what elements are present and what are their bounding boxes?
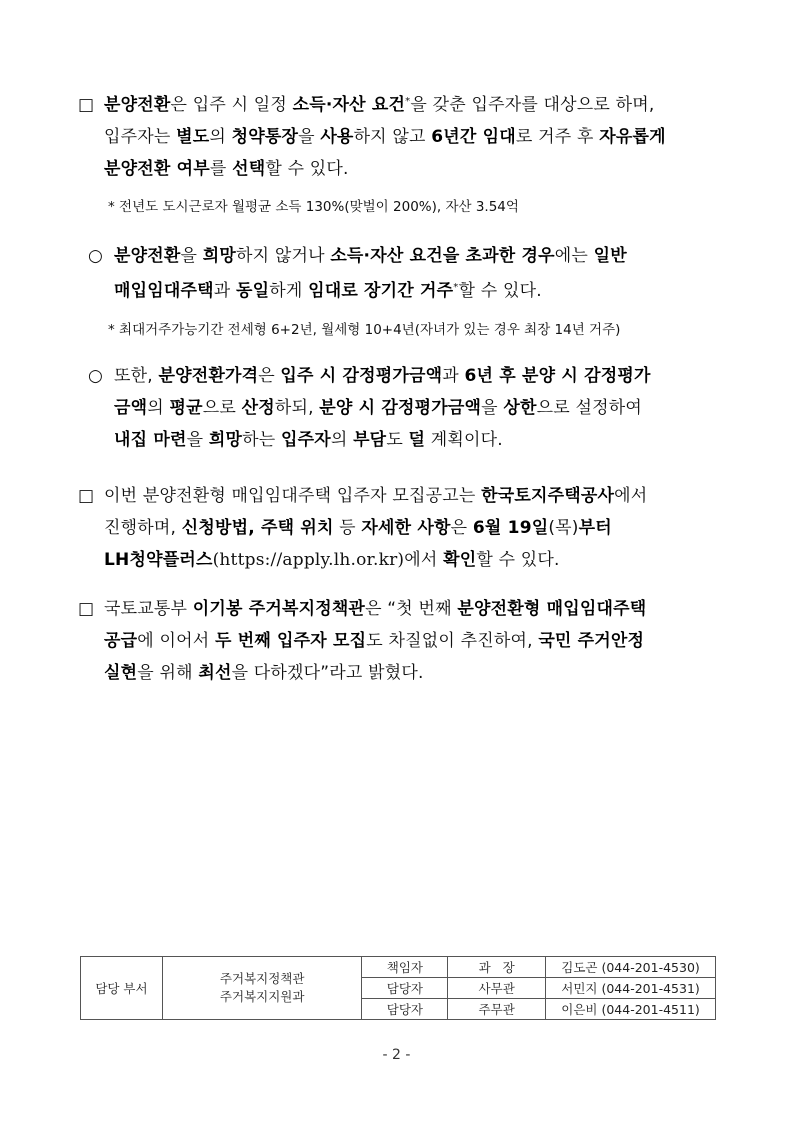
emphasis-text: 확인 — [443, 550, 477, 570]
text-run: 할 수 있다. — [265, 159, 349, 179]
text-run: (https://apply.lh.or.kr) — [212, 550, 405, 570]
text-run: 의 — [147, 398, 170, 418]
text-run: 할 수 있다. — [458, 281, 542, 301]
footnote-income-criteria: * 전년도 도시근로자 월평균 소득 130%(맞벌이 200%), 자산 3.54억 — [108, 199, 519, 215]
text-run: 으로 설정하여 — [536, 398, 642, 418]
emphasis-text: 입주 시 감정평가금액 — [280, 366, 443, 386]
emphasis-text: 국민 주거안정 — [538, 631, 645, 651]
square-bullet-icon: □ — [78, 95, 95, 115]
emphasis-text: 분양전환형 매입임대주택 — [457, 599, 647, 619]
text-run: 을 갖춘 입주자를 대상으로 하며, — [410, 95, 655, 115]
text-run: (목) — [548, 518, 579, 538]
emphasis-text: 신청방법, 주택 위치 — [181, 518, 334, 538]
person-cell: 김도곤 (044-201-4530) — [546, 957, 716, 978]
text-run: 하되, — [274, 398, 320, 418]
emphasis-text: 실현 — [104, 663, 138, 683]
emphasis-text: 분양전환 — [104, 95, 171, 115]
emphasis-text: 내집 마련 — [114, 430, 187, 450]
emphasis-text: 공급 — [104, 631, 138, 651]
emphasis-text: 사용 — [320, 127, 354, 147]
emphasis-text: 6년 후 분양 시 감정평가 — [464, 366, 651, 386]
circle-bullet-icon: ○ — [88, 246, 104, 266]
text-run: 에 이어서 — [137, 631, 215, 651]
person-cell: 이은비 (044-201-4511) — [546, 999, 716, 1020]
text-run: 도 — [386, 430, 409, 450]
text-run: 또한, — [114, 366, 159, 386]
emphasis-text: 부터 — [578, 518, 612, 538]
emphasis-text: 분양전환 — [114, 246, 181, 266]
square-bullet-icon: □ — [78, 486, 95, 506]
page-number: - 2 - — [382, 1047, 411, 1063]
paragraph-no-conversion — [88, 240, 720, 307]
emphasis-text: 소득·자산 요건을 초과한 경우 — [330, 246, 555, 266]
p2-line-1 — [114, 246, 627, 266]
person-cell: 서민지 (044-201-4531) — [546, 978, 716, 999]
paragraph-rent-to-own-intro — [78, 86, 718, 185]
text-run: 에서 — [404, 550, 444, 570]
role-cell: 담당자 — [362, 999, 448, 1020]
p5-line-3 — [78, 657, 718, 689]
emphasis-text: 부담 — [353, 430, 387, 450]
circle-bullet-icon: ○ — [88, 366, 104, 386]
p1-line-2 — [78, 121, 718, 153]
p3-line-2 — [88, 392, 720, 424]
dept-label-cell: 담당 부서 — [81, 957, 163, 1020]
role-cell: 책임자 — [362, 957, 448, 978]
text-run: 하지 않고 — [353, 127, 432, 147]
paragraph-conversion-price — [88, 360, 720, 456]
emphasis-text: 임대로 장기간 거주 — [308, 281, 454, 301]
emphasis-text: 희망 — [202, 246, 236, 266]
text-run: 을 — [180, 246, 203, 266]
p4-line-1 — [104, 486, 647, 506]
emphasis-text: 분양 시 감정평가금액 — [319, 398, 482, 418]
paragraph-application-info — [78, 480, 718, 576]
text-run: 계획이다. — [425, 430, 503, 450]
emphasis-text: 이기봉 주거복지정책관 — [192, 599, 366, 619]
text-run: 하는 — [242, 430, 281, 450]
emphasis-text: 한국토지주택공사 — [481, 486, 615, 506]
p5-line-2 — [78, 625, 718, 657]
text-run: 을 위해 — [137, 663, 199, 683]
text-run: 할 수 있다. — [476, 550, 560, 570]
emphasis-text: 6년간 임대 — [431, 127, 516, 147]
emphasis-text: 덜 — [408, 430, 426, 450]
text-run: 등 — [333, 518, 362, 538]
text-run: 하지 않거나 — [235, 246, 331, 266]
table-row — [81, 957, 716, 978]
text-run: 의 — [330, 430, 354, 450]
text-run: 로 거주 후 — [515, 127, 600, 147]
paragraph-official-quote — [78, 593, 718, 689]
text-run: 을 — [481, 398, 504, 418]
emphasis-text: 최선 — [198, 663, 232, 683]
text-run: 도 차질없이 추진하여, — [366, 631, 539, 651]
p4-line-2 — [78, 512, 718, 544]
emphasis-text: 6월 19일 — [472, 518, 549, 538]
text-run: 을 — [298, 127, 321, 147]
text-run: 를 — [209, 159, 233, 179]
emphasis-text: 별도 — [176, 127, 210, 147]
text-run: 과 — [213, 281, 236, 301]
footnote-max-residence: * 최대거주가능기간 전세형 6+2년, 월세형 10+4년(자녀가 있는 경우 최장 14년 거주) — [108, 322, 621, 338]
emphasis-text: 두 번째 입주자 모집 — [214, 631, 367, 651]
text-run: 의 — [209, 127, 232, 147]
emphasis-text: 입주자 — [280, 430, 331, 450]
p5-line-1 — [104, 599, 646, 619]
emphasis-text: 희망 — [208, 430, 243, 450]
text-run: 으로 — [202, 398, 242, 418]
text-run: 하게 — [269, 281, 309, 301]
text-run: 은 — [258, 366, 281, 386]
emphasis-text: 매입임대주택 — [114, 281, 214, 301]
text-run: 이번 분양전환형 매입임대주택 입주자 모집공고는 — [104, 486, 482, 506]
p1-line-1 — [104, 95, 654, 115]
emphasis-text: 자유롭게 — [599, 127, 666, 147]
text-run: 진행하며, — [104, 518, 182, 538]
text-run: 은 입주 시 일정 — [170, 95, 293, 115]
text-run: 에는 — [554, 246, 594, 266]
footnote-mark: * — [453, 282, 459, 293]
p3-line-3 — [88, 424, 720, 456]
emphasis-text: 자세한 사항 — [361, 518, 451, 538]
text-run: 국토교통부 — [104, 599, 193, 619]
emphasis-text: 금액 — [114, 398, 148, 418]
emphasis-text: 분양전환가격 — [158, 366, 259, 386]
text-run: 은 — [450, 518, 473, 538]
text-run: 을 — [186, 430, 209, 450]
title-cell: 과 장 — [448, 957, 546, 978]
emphasis-text: 선택 — [232, 159, 266, 179]
square-bullet-icon: □ — [78, 599, 95, 619]
text-run: 을 다하겠다”라고 밝혔다. — [231, 663, 424, 683]
text-run: 은 “첫 번째 — [365, 599, 458, 619]
role-cell: 담당자 — [362, 978, 448, 999]
emphasis-text: 일반 — [593, 246, 627, 266]
title-cell: 주무관 — [448, 999, 546, 1020]
emphasis-text: LH청약플러스 — [104, 550, 213, 570]
p1-line-3 — [78, 153, 718, 185]
emphasis-text: 산정 — [241, 398, 275, 418]
text-run: 과 — [442, 366, 465, 386]
title-cell: 사무관 — [448, 978, 546, 999]
p3-line-1 — [114, 366, 651, 386]
dept-name-cell — [162, 957, 362, 1020]
emphasis-text: 분양전환 여부 — [104, 159, 210, 179]
text-run: 에서 — [614, 486, 648, 506]
emphasis-text: 동일 — [235, 281, 270, 301]
p4-line-3 — [78, 544, 718, 576]
emphasis-text: 상한 — [503, 398, 537, 418]
dept-name: 주거복지지원과 — [219, 989, 305, 1004]
contact-table — [80, 956, 716, 1020]
footnote-mark: * — [405, 96, 411, 107]
emphasis-text: 평균 — [169, 398, 203, 418]
dept-name: 주거복지정책관 — [219, 971, 305, 986]
text-run: 입주자는 — [104, 127, 177, 147]
emphasis-text: 소득·자산 요건 — [292, 95, 406, 115]
emphasis-text: 청약통장 — [231, 127, 299, 147]
p2-line-2 — [88, 272, 720, 307]
